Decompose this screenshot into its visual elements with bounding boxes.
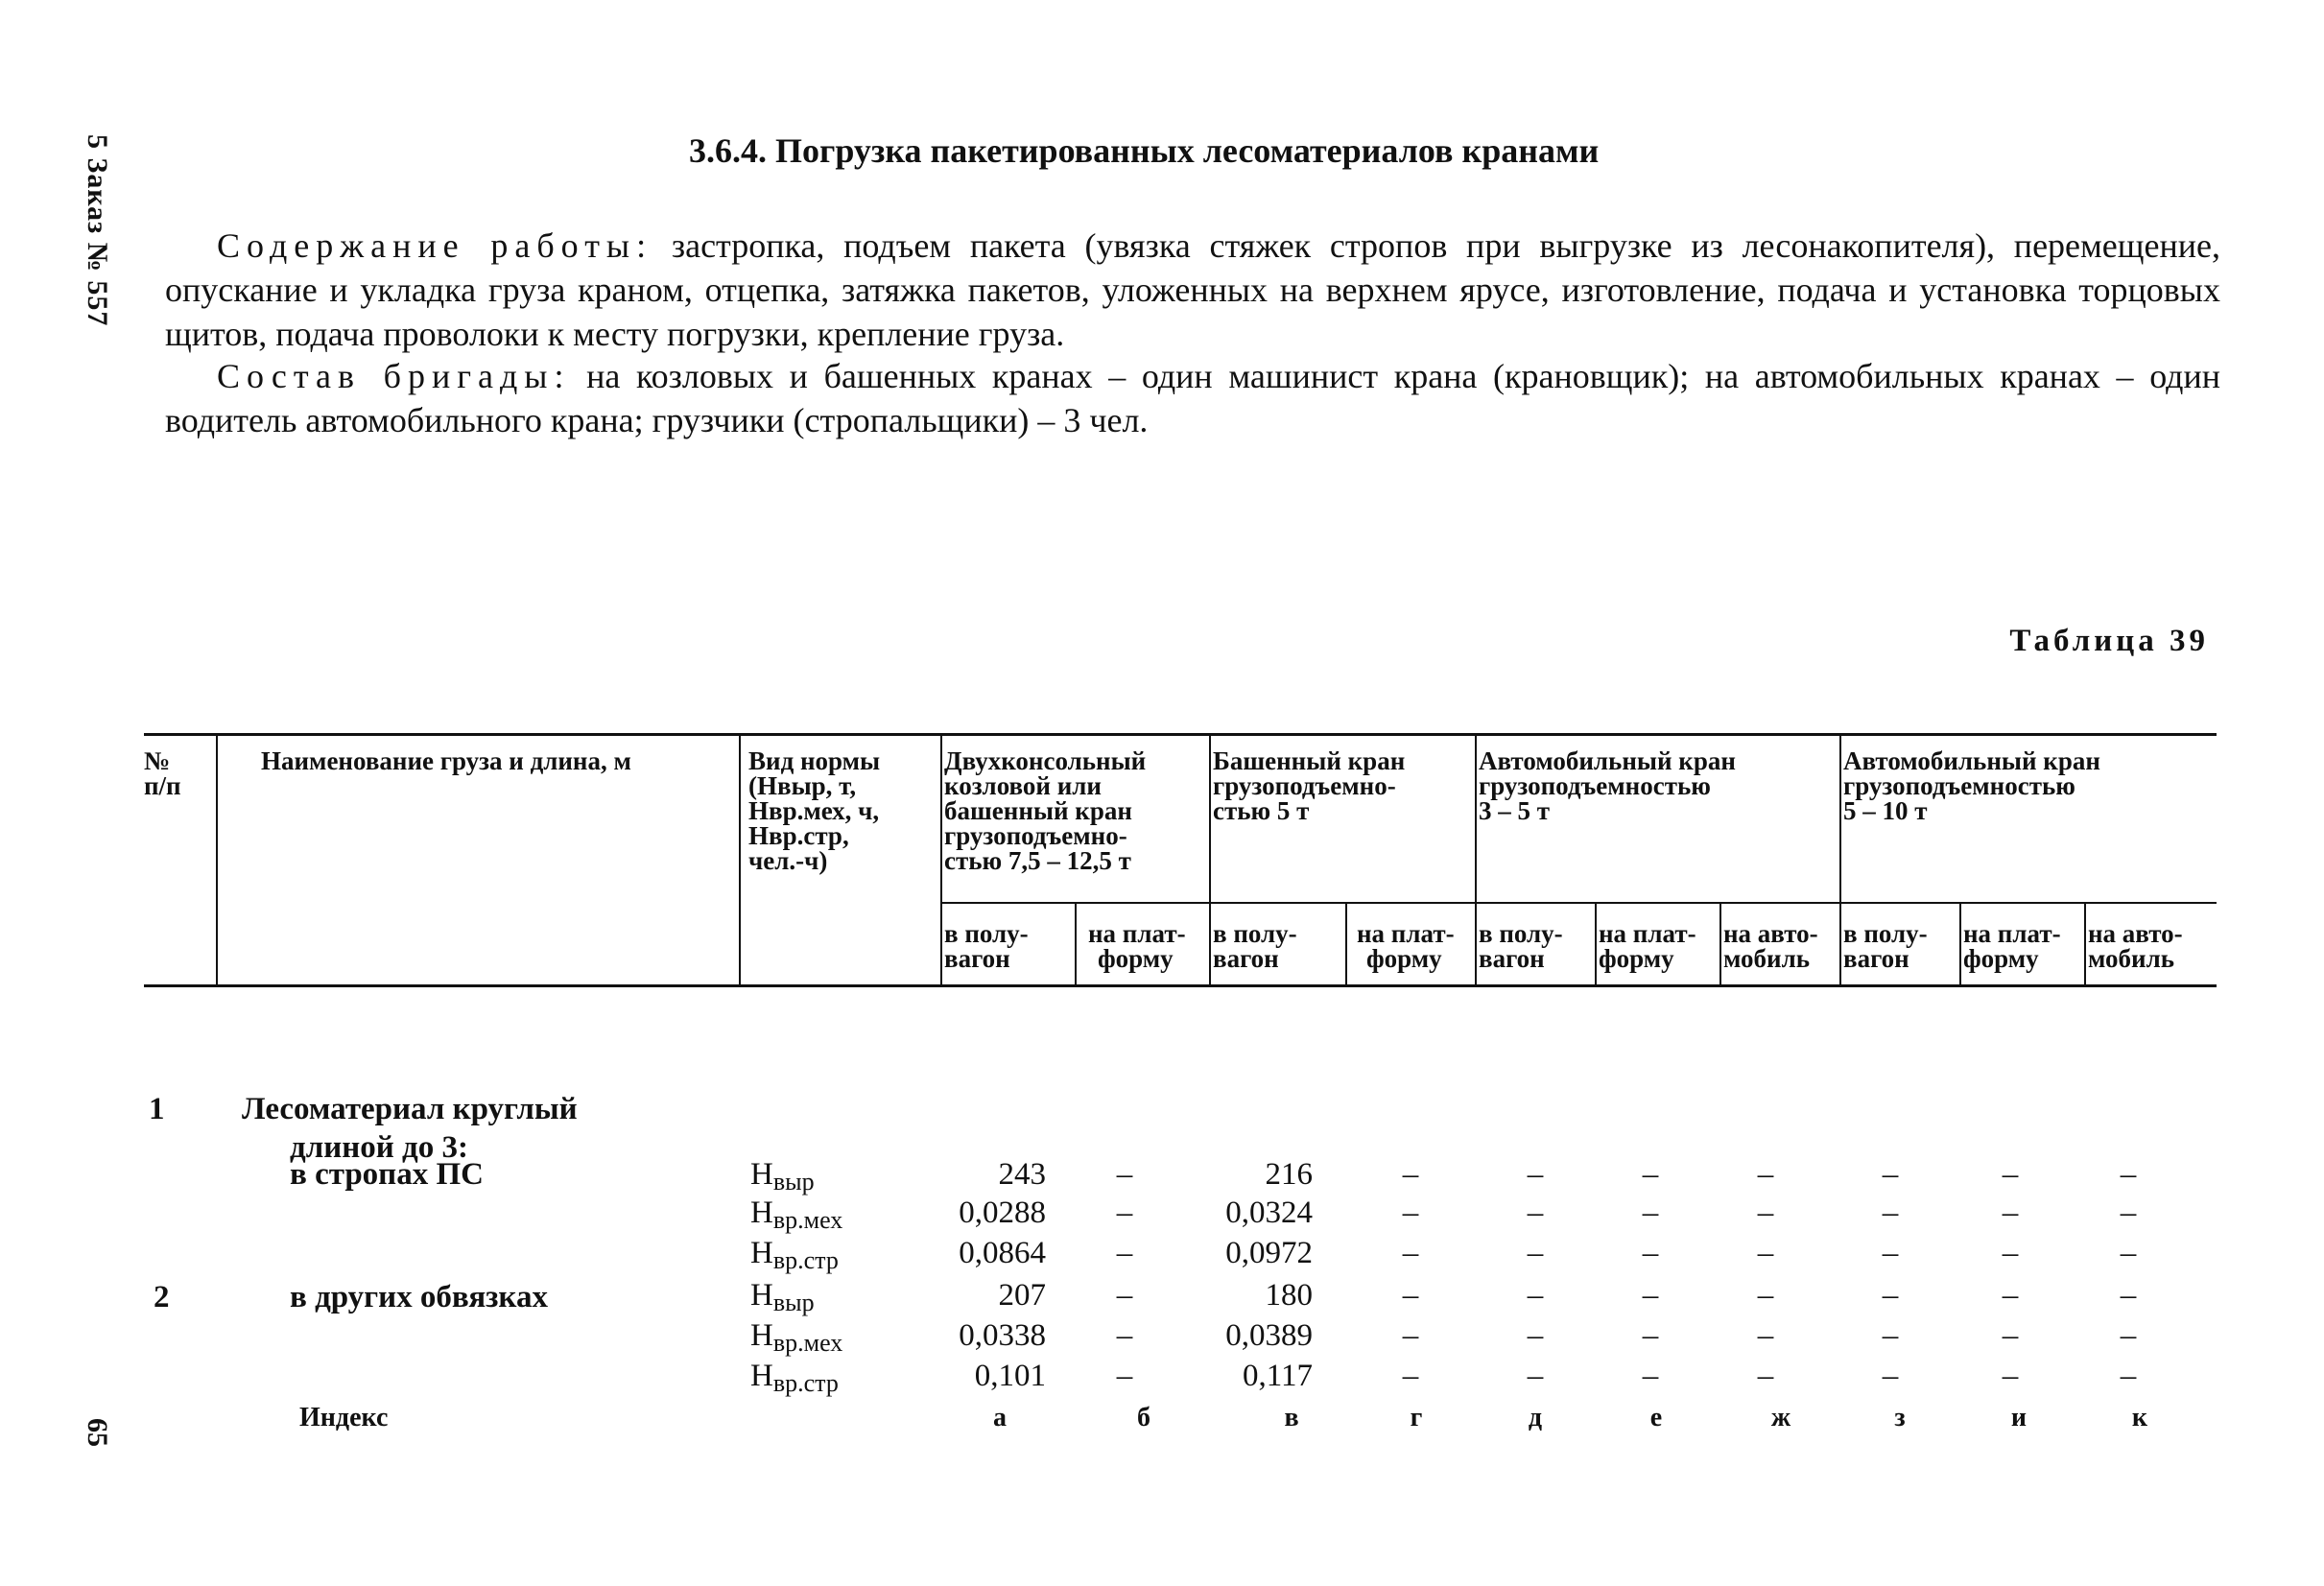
header-group-line: стью 7,5 – 12,5 т (944, 846, 1131, 875)
norm-type: $Н_{вр.мех}$ (750, 1195, 843, 1234)
header-group-line: грузоподъемно- (944, 821, 1127, 850)
empty-value-dash: – (1116, 1359, 1133, 1393)
empty-value-dash: – (1116, 1236, 1133, 1270)
empty-value-dash: – (2002, 1195, 2019, 1230)
empty-value-dash: – (1642, 1359, 1659, 1393)
header-group-line: Автомобильный кран (1479, 746, 1736, 775)
empty-value-dash: – (1757, 1157, 1774, 1192)
header-group-line: грузоподъемностью (1479, 771, 1711, 800)
header-group-double-cantilever (944, 748, 1146, 873)
header-norm-type (748, 748, 880, 873)
subheader-gondola (944, 921, 1029, 971)
subheader-line: в полу- (944, 919, 1029, 948)
subheader-line: на авто- (2088, 919, 2183, 948)
empty-value-dash: – (1882, 1157, 1899, 1192)
subheader-line: форму (1098, 944, 1174, 973)
header-group-line: Двухконсольный (944, 746, 1147, 775)
crew-text: на козловых и башенных кранах – один машинист крана (крановщик); на автомобильных кранах – один водитель автомобильного крана; грузчики (стропальщики) – 3 чел. (165, 357, 2220, 439)
norm-type: $Н_{выр}$ (750, 1278, 815, 1316)
empty-value-dash: – (2002, 1278, 2019, 1313)
col-divider (1719, 904, 1721, 984)
section-title: 3.6.4. Погрузка пакетированных лесоматериалов кранами (689, 131, 1600, 170)
empty-value-dash: – (1527, 1278, 1544, 1313)
index-letter: а (993, 1403, 1007, 1432)
empty-value-dash: – (1757, 1236, 1774, 1270)
header-group-line: стью 5 т (1213, 796, 1310, 825)
col-divider (1209, 735, 1211, 984)
value-col-a: 207 (998, 1278, 1046, 1313)
work-content-label: Содержание работы: (217, 226, 653, 265)
col-divider (1475, 735, 1477, 984)
subheader-line: в полу- (1213, 919, 1297, 948)
subheader-line: на плат- (1599, 919, 1696, 948)
value-col-v: 0,0324 (1225, 1195, 1313, 1230)
header-num-line: № (144, 746, 171, 775)
header-group-line: грузоподъемностью (1843, 771, 2075, 800)
header-group-truck-crane-3-5 (1479, 748, 1736, 823)
col-divider (1075, 904, 1077, 984)
subheader-platform (1599, 921, 1696, 971)
col-divider (1595, 904, 1597, 984)
value-col-v: 0,117 (1242, 1359, 1313, 1393)
subheader-line: в полу- (1479, 919, 1563, 948)
subheader-gondola (1479, 921, 1563, 971)
subheader-line: на плат- (1963, 919, 2061, 948)
empty-value-dash: – (1116, 1318, 1133, 1353)
col-divider (1345, 904, 1347, 984)
value-col-a: 0,0864 (959, 1236, 1046, 1270)
empty-value-dash: – (1642, 1278, 1659, 1313)
subheader-line: на плат- (1088, 919, 1186, 948)
header-num-line: п/п (144, 771, 181, 800)
empty-value-dash: – (1402, 1359, 1419, 1393)
work-content-text: застропка, подъем пакета (увязка стяжек стропов при выгрузке из лесонакопителя), перемещение, опускание и укладка груза краном, отцепка, затяжка пакетов, уложенных на верхнем ярусе, изготовление, подача и установка торцовых щитов, подача проволоки к месту погрузки, крепление груза. (165, 226, 2220, 353)
empty-value-dash: – (2002, 1157, 2019, 1192)
subheader-platform (1963, 921, 2061, 971)
header-group-line: Автомобильный кран (1843, 746, 2100, 775)
subheader-line: форму (1366, 944, 1442, 973)
subheader-line: форму (1963, 944, 2039, 973)
index-letter: в (1284, 1403, 1299, 1432)
header-group-line: 5 – 10 т (1843, 796, 1928, 825)
header-norm-line: Нвр.мех, ч, (748, 796, 880, 825)
empty-value-dash: – (2120, 1195, 2137, 1230)
col-divider (739, 735, 741, 984)
subheader-line: форму (1599, 944, 1674, 973)
subheader-line: в полу- (1843, 919, 1928, 948)
value-col-a: 0,101 (974, 1359, 1046, 1393)
empty-value-dash: – (1882, 1318, 1899, 1353)
empty-value-dash: – (1527, 1318, 1544, 1353)
empty-value-dash: – (1402, 1157, 1419, 1192)
col-divider (2084, 904, 2086, 984)
page-number: 65 (82, 1418, 113, 1447)
row-number: 1 (149, 1092, 165, 1126)
empty-value-dash: – (1527, 1236, 1544, 1270)
header-group-line: Башенный кран (1213, 746, 1406, 775)
empty-value-dash: – (1527, 1157, 1544, 1192)
empty-value-dash: – (1882, 1236, 1899, 1270)
value-col-a: 0,0288 (959, 1195, 1046, 1230)
subheader-truck (2088, 921, 2183, 971)
empty-value-dash: – (1757, 1359, 1774, 1393)
empty-value-dash: – (2120, 1157, 2137, 1192)
empty-value-dash: – (1116, 1195, 1133, 1230)
empty-value-dash: – (1527, 1195, 1544, 1230)
empty-value-dash: – (1757, 1318, 1774, 1353)
subheader-line: на плат- (1357, 919, 1455, 948)
norm-type: $Н_{выр}$ (750, 1157, 815, 1195)
header-group-line: грузоподъемно- (1213, 771, 1396, 800)
empty-value-dash: – (1527, 1359, 1544, 1393)
index-letter: з (1894, 1403, 1906, 1432)
col-divider (216, 735, 218, 984)
header-group-line: козловой или (944, 771, 1102, 800)
order-side-note: 5 Заказ № 557 (82, 134, 113, 327)
row-name: в других обвязках (290, 1280, 548, 1314)
index-letter: и (2010, 1403, 2028, 1432)
index-letter: г (1410, 1403, 1423, 1432)
value-col-a: 243 (998, 1157, 1046, 1192)
norm-type: $Н_{вр.стр}$ (750, 1236, 839, 1274)
crew-paragraph (165, 354, 2220, 442)
empty-value-dash: – (1116, 1278, 1133, 1313)
empty-value-dash: – (1642, 1195, 1659, 1230)
header-name: Наименование груза и длина, м (261, 746, 631, 775)
index-label: Индекс (299, 1403, 389, 1432)
empty-value-dash: – (2002, 1359, 2019, 1393)
value-col-a: 0,0338 (959, 1318, 1046, 1353)
subheader-line: вагон (944, 944, 1010, 973)
col-divider (1839, 735, 1841, 984)
empty-value-dash: – (1882, 1278, 1899, 1313)
row-number: 2 (154, 1280, 170, 1314)
index-letter: б (1137, 1403, 1150, 1432)
col-divider (1959, 904, 1961, 984)
norm-type: $Н_{вр.мех}$ (750, 1318, 843, 1357)
work-content-paragraph (165, 224, 2220, 356)
subheader-line: мобиль (1723, 944, 1811, 973)
header-bottom-rule (144, 984, 2217, 987)
crew-label: Состав бригады: (217, 357, 571, 395)
header-norm-line: Вид нормы (748, 746, 881, 775)
empty-value-dash: – (2120, 1318, 2137, 1353)
index-letter: ж (1770, 1403, 1791, 1432)
empty-value-dash: – (1642, 1157, 1659, 1192)
header-group-tower-crane (1213, 748, 1405, 823)
empty-value-dash: – (2120, 1278, 2137, 1313)
subheader-platform (1357, 921, 1455, 971)
subheader-gondola (1843, 921, 1928, 971)
subheader-line: мобиль (2088, 944, 2175, 973)
header-top-rule (144, 733, 2217, 736)
subheader-gondola (1213, 921, 1297, 971)
value-col-v: 180 (1265, 1278, 1313, 1313)
header-group-line: 3 – 5 т (1479, 796, 1551, 825)
row-name: в стропах ПС (290, 1157, 484, 1192)
empty-value-dash: – (1642, 1236, 1659, 1270)
empty-value-dash: – (2002, 1318, 2019, 1353)
header-norm-line: Нвр.стр, (748, 821, 849, 850)
empty-value-dash: – (1402, 1236, 1419, 1270)
header-norm-line: чел.-ч) (748, 846, 828, 875)
subheader-platform (1088, 921, 1186, 971)
empty-value-dash: – (1757, 1278, 1774, 1313)
empty-value-dash: – (1402, 1278, 1419, 1313)
row-name: длиной до 3: (290, 1130, 468, 1165)
empty-value-dash: – (1882, 1359, 1899, 1393)
empty-value-dash: – (1116, 1157, 1133, 1192)
subheader-line: вагон (1843, 944, 1909, 973)
row-name: Лесоматериал круглый (242, 1092, 578, 1126)
empty-value-dash: – (2120, 1236, 2137, 1270)
index-letter: д (1528, 1403, 1543, 1432)
empty-value-dash: – (2002, 1236, 2019, 1270)
value-col-v: 0,0389 (1225, 1318, 1313, 1353)
table-caption: Таблица 39 (2009, 624, 2209, 658)
subheader-line: на авто- (1723, 919, 1818, 948)
header-group-truck-crane-5-10 (1843, 748, 2100, 823)
index-letter: к (2131, 1403, 2148, 1432)
value-col-v: 0,0972 (1225, 1236, 1313, 1270)
subheader-line: вагон (1479, 944, 1545, 973)
empty-value-dash: – (1882, 1195, 1899, 1230)
header-num (144, 748, 181, 798)
value-col-v: 216 (1265, 1157, 1313, 1192)
col-divider (940, 735, 942, 984)
header-norm-line: (Нвыр, т, (748, 771, 857, 800)
subheader-line: вагон (1213, 944, 1279, 973)
empty-value-dash: – (1757, 1195, 1774, 1230)
empty-value-dash: – (1642, 1318, 1659, 1353)
norm-type: $Н_{вр.стр}$ (750, 1359, 839, 1397)
subheader-truck (1723, 921, 1818, 971)
header-mid-rule (940, 902, 2217, 904)
index-letter: е (1649, 1403, 1663, 1432)
empty-value-dash: – (1402, 1318, 1419, 1353)
empty-value-dash: – (1402, 1195, 1419, 1230)
header-group-line: башенный кран (944, 796, 1132, 825)
empty-value-dash: – (2120, 1359, 2137, 1393)
